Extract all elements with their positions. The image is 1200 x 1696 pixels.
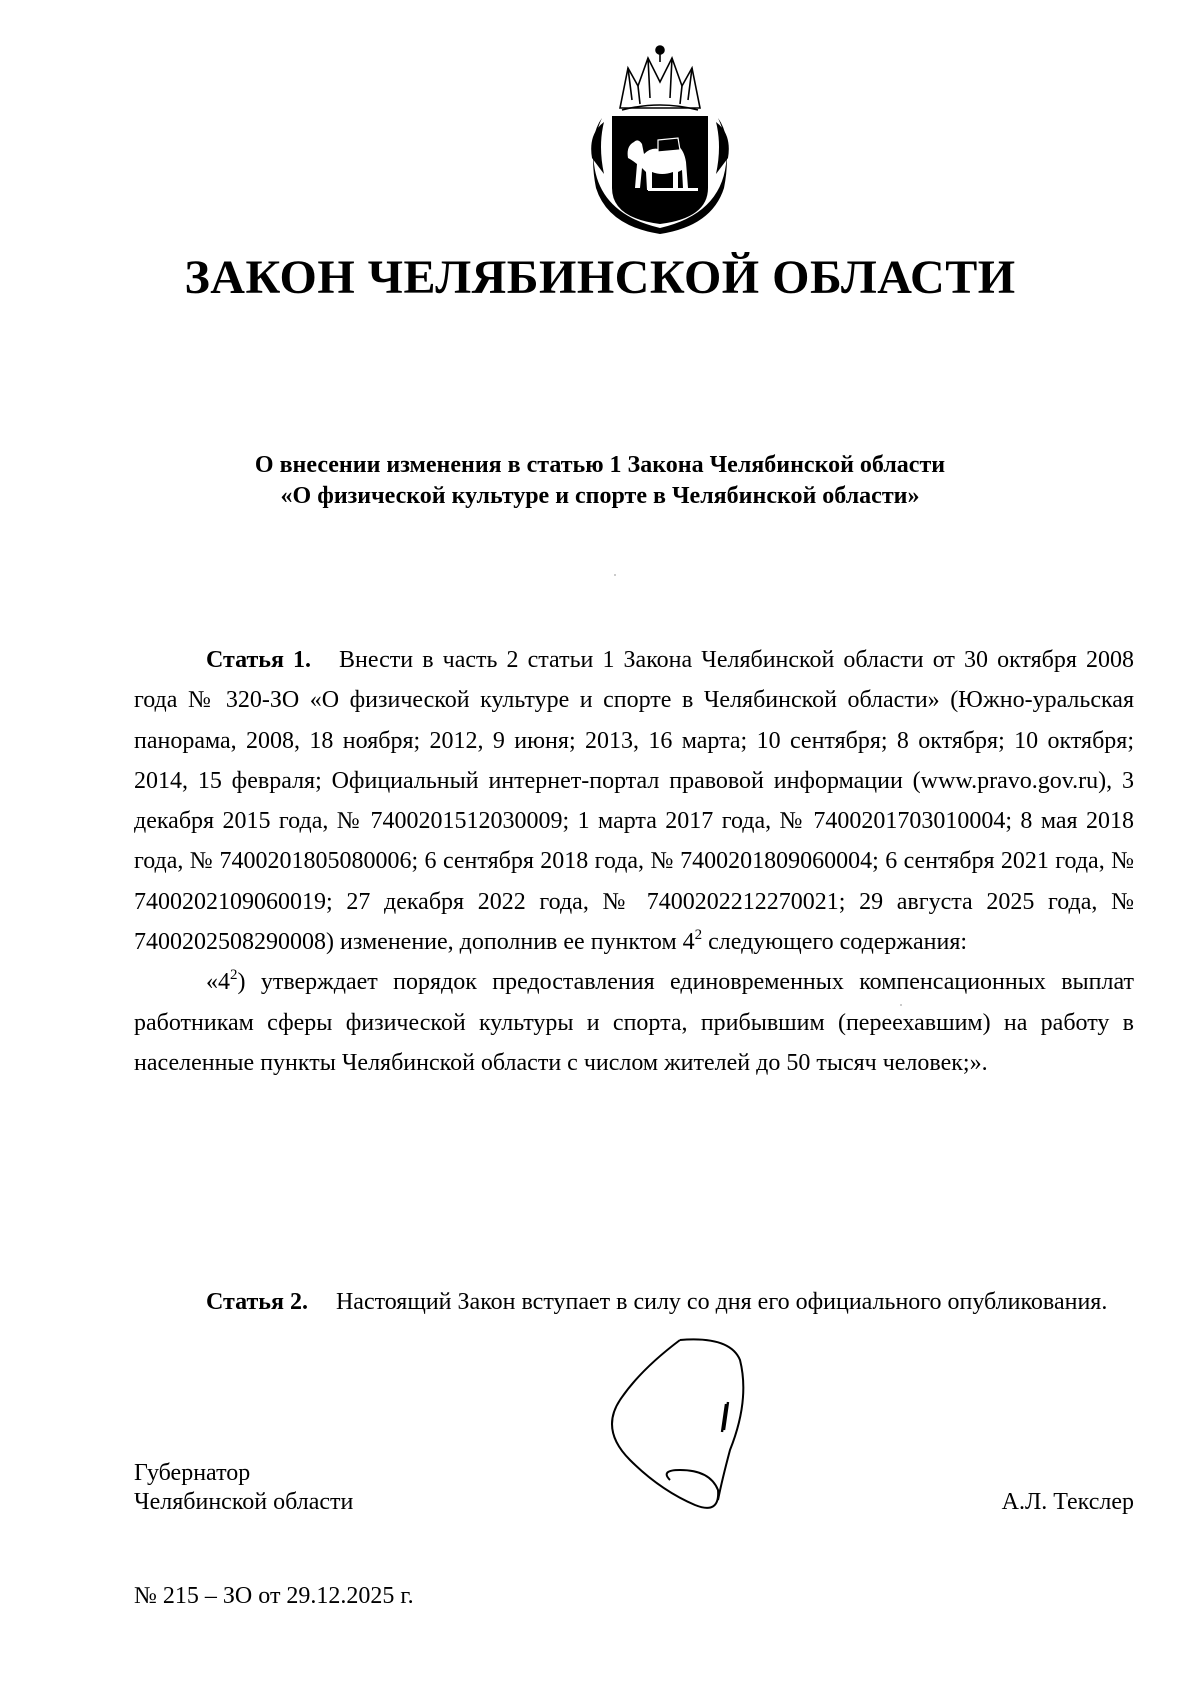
article-2 — [134, 1282, 1134, 1322]
scan-speck — [614, 574, 616, 576]
law-subtitle — [150, 450, 1050, 512]
position-line-2: Челябинской области — [134, 1489, 354, 1515]
article-2-heading: Статья 2. — [206, 1289, 308, 1315]
article-2-text: Настоящий Закон вступает в силу со дня его официального опубликования. — [335, 1289, 1108, 1315]
signatory-name: А.Л. Текслер — [1001, 1489, 1134, 1515]
coat-of-arms-icon — [582, 38, 738, 238]
subtitle-line-2: «О физической культуре и спорте в Челябинской области» — [280, 483, 920, 509]
article-2-paragraph — [134, 1282, 1134, 1322]
position-line-1: Губернатор — [134, 1460, 251, 1486]
article-1-quote — [134, 962, 1134, 1083]
superscript: 2 — [230, 967, 238, 984]
signatory-position — [134, 1459, 353, 1517]
quote-open: «4 — [206, 969, 230, 996]
article-1-paragraph — [134, 640, 1134, 962]
article-1-heading: Статья 1. — [206, 647, 312, 673]
subtitle-line-1: О внесении изменения в статью 1 Закона Челябинской области — [254, 452, 946, 478]
signature-icon — [600, 1330, 800, 1530]
law-number-date: № 215 – ЗО от 29.12.2025 г. — [134, 1583, 414, 1609]
article-1 — [134, 640, 1134, 1083]
article-1-text: Внести в часть 2 статьи 1 Закона Челябинской области от 30 октября 2008 года № 320-ЗО «О физической культуре и спорте в Челябинской области» (Южно-уральская панорама, 2008, 18 ноября; 2012, 9 июня; 2013, 16 марта; 10 сентября; 8 октября; 10 октября; 2014, 15 февраля; Официальный интернет-портал правовой информации (www.pravo.gov.ru), 3 декабря 2015 года, № 7400201512030009; 1 марта 2017 года, № 7400201703010004; 8 мая 2018 года, № 7400201805080006; 6 сентября 2018 года, № 7400201809060004; 6 сентября 2021 года, № 7400202109060019; 27 декабря 2022 года, № 7400202212270021; 29 августа 2025 года, № 7400202508290008) изменение, дополнив ее пунктом 4 — [134, 647, 1134, 956]
quote-text: ) утверждает порядок предоставления единовременных компенсационных выплат работникам сферы физической культуры и спорта, прибывшим (переехавшим) на работу в населенные пункты Челябинской области с числом жителей до 50 тысяч человек;». — [134, 969, 1134, 1076]
article-1-text-end: следующего содержания: — [702, 929, 968, 956]
superscript: 2 — [694, 927, 703, 944]
law-title: ЗАКОН ЧЕЛЯБИНСКОЙ ОБЛАСТИ — [184, 251, 1016, 304]
